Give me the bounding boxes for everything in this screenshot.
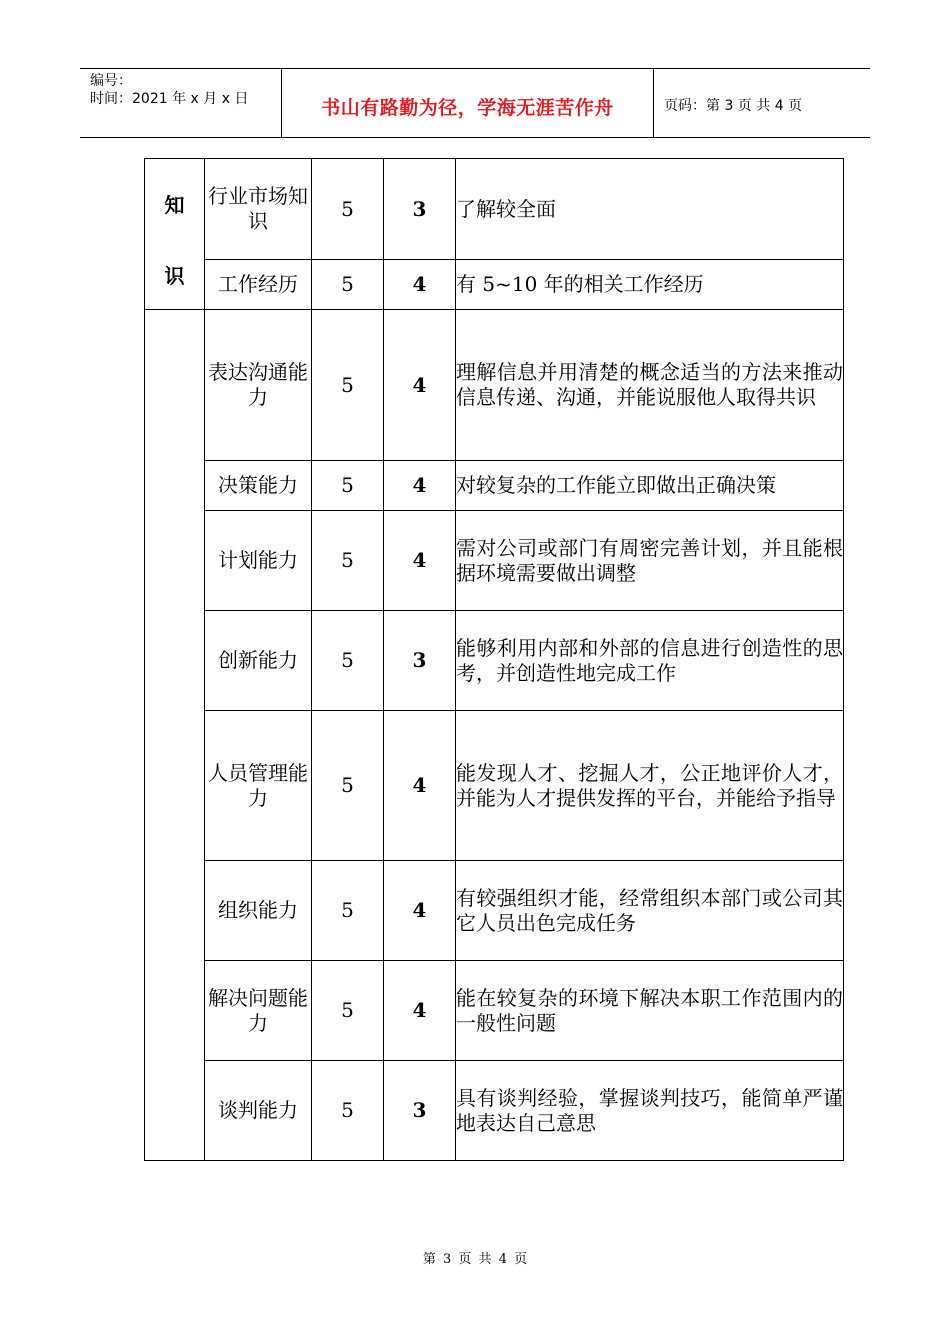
- item-name: 人员管理能力: [205, 711, 312, 861]
- item-description: 能够利用内部和外部的信息进行创造性的思考，并创造性地完成工作: [456, 611, 844, 711]
- category-knowledge-top: 知: [164, 192, 185, 217]
- item-description: 能发现人才、挖掘人才，公正地评价人才，并能为人才提供发挥的平台，并能给予指导: [456, 711, 844, 861]
- actual-score: 4: [384, 961, 456, 1061]
- full-score: 5: [312, 260, 384, 310]
- table-row: [145, 310, 844, 461]
- competency-table: [144, 158, 844, 1161]
- actual-score: 4: [384, 511, 456, 611]
- table-row: [145, 1061, 844, 1161]
- item-description: 具有谈判经验，掌握谈判技巧，能简单严谨地表达自己意思: [456, 1061, 844, 1161]
- full-score: 5: [312, 461, 384, 511]
- full-score: 5: [312, 511, 384, 611]
- full-score: 5: [312, 711, 384, 861]
- full-score: 5: [312, 861, 384, 961]
- actual-score: 4: [384, 861, 456, 961]
- item-name: 组织能力: [205, 861, 312, 961]
- full-score: 5: [312, 310, 384, 461]
- actual-score: 3: [384, 159, 456, 260]
- table-row: [145, 711, 844, 861]
- table-row: [145, 861, 844, 961]
- item-description: 对较复杂的工作能立即做出正确决策: [456, 461, 844, 511]
- table-row: [145, 611, 844, 711]
- actual-score: 4: [384, 310, 456, 461]
- item-name: 谈判能力: [205, 1061, 312, 1161]
- table-row: [145, 461, 844, 511]
- full-score: 5: [312, 611, 384, 711]
- document-number-label: 编号：: [90, 73, 132, 89]
- item-name: 计划能力: [205, 511, 312, 611]
- table-row: [145, 159, 844, 260]
- table-row: [145, 260, 844, 310]
- full-score: 5: [312, 159, 384, 260]
- item-name: 表达沟通能力: [205, 310, 312, 461]
- full-score: 5: [312, 961, 384, 1061]
- category-knowledge-cell: [145, 159, 205, 310]
- item-name: 解决问题能力: [205, 961, 312, 1061]
- item-name: 行业市场知识: [205, 159, 312, 260]
- actual-score: 3: [384, 1061, 456, 1161]
- header-page-info: 页码：第 3 页 共 4 页: [664, 98, 803, 114]
- document-date-label: 时间：2021 年 x 月 x 日: [90, 91, 249, 107]
- item-description: 需对公司或部门有周密完善计划，并且能根据环境需要做出调整: [456, 511, 844, 611]
- category-knowledge-bottom: 识: [164, 263, 185, 288]
- actual-score: 4: [384, 461, 456, 511]
- table-row: [145, 511, 844, 611]
- actual-score: 3: [384, 611, 456, 711]
- item-description: 有 5~10 年的相关工作经历: [456, 260, 844, 310]
- full-score: 5: [312, 1061, 384, 1161]
- header-meta: [80, 69, 282, 137]
- item-description: 理解信息并用清楚的概念适当的方法来推动信息传递、沟通，并能说服他人取得共识: [456, 310, 844, 461]
- header-motto: 书山有路勤为径，学海无涯苦作舟: [282, 69, 654, 137]
- item-description: 了解较全面: [456, 159, 844, 260]
- actual-score: 4: [384, 711, 456, 861]
- item-description: 有较强组织才能，经常组织本部门或公司其它人员出色完成任务: [456, 861, 844, 961]
- item-description: 能在较复杂的环境下解决本职工作范围内的一般性问题: [456, 961, 844, 1061]
- page-footer: 第 3 页 共 4 页: [422, 1252, 528, 1267]
- category-ability-cell: [145, 310, 205, 1161]
- table-row: [145, 961, 844, 1061]
- item-name: 创新能力: [205, 611, 312, 711]
- item-name: 工作经历: [205, 260, 312, 310]
- actual-score: 4: [384, 260, 456, 310]
- item-name: 决策能力: [205, 461, 312, 511]
- page-header: [80, 68, 870, 138]
